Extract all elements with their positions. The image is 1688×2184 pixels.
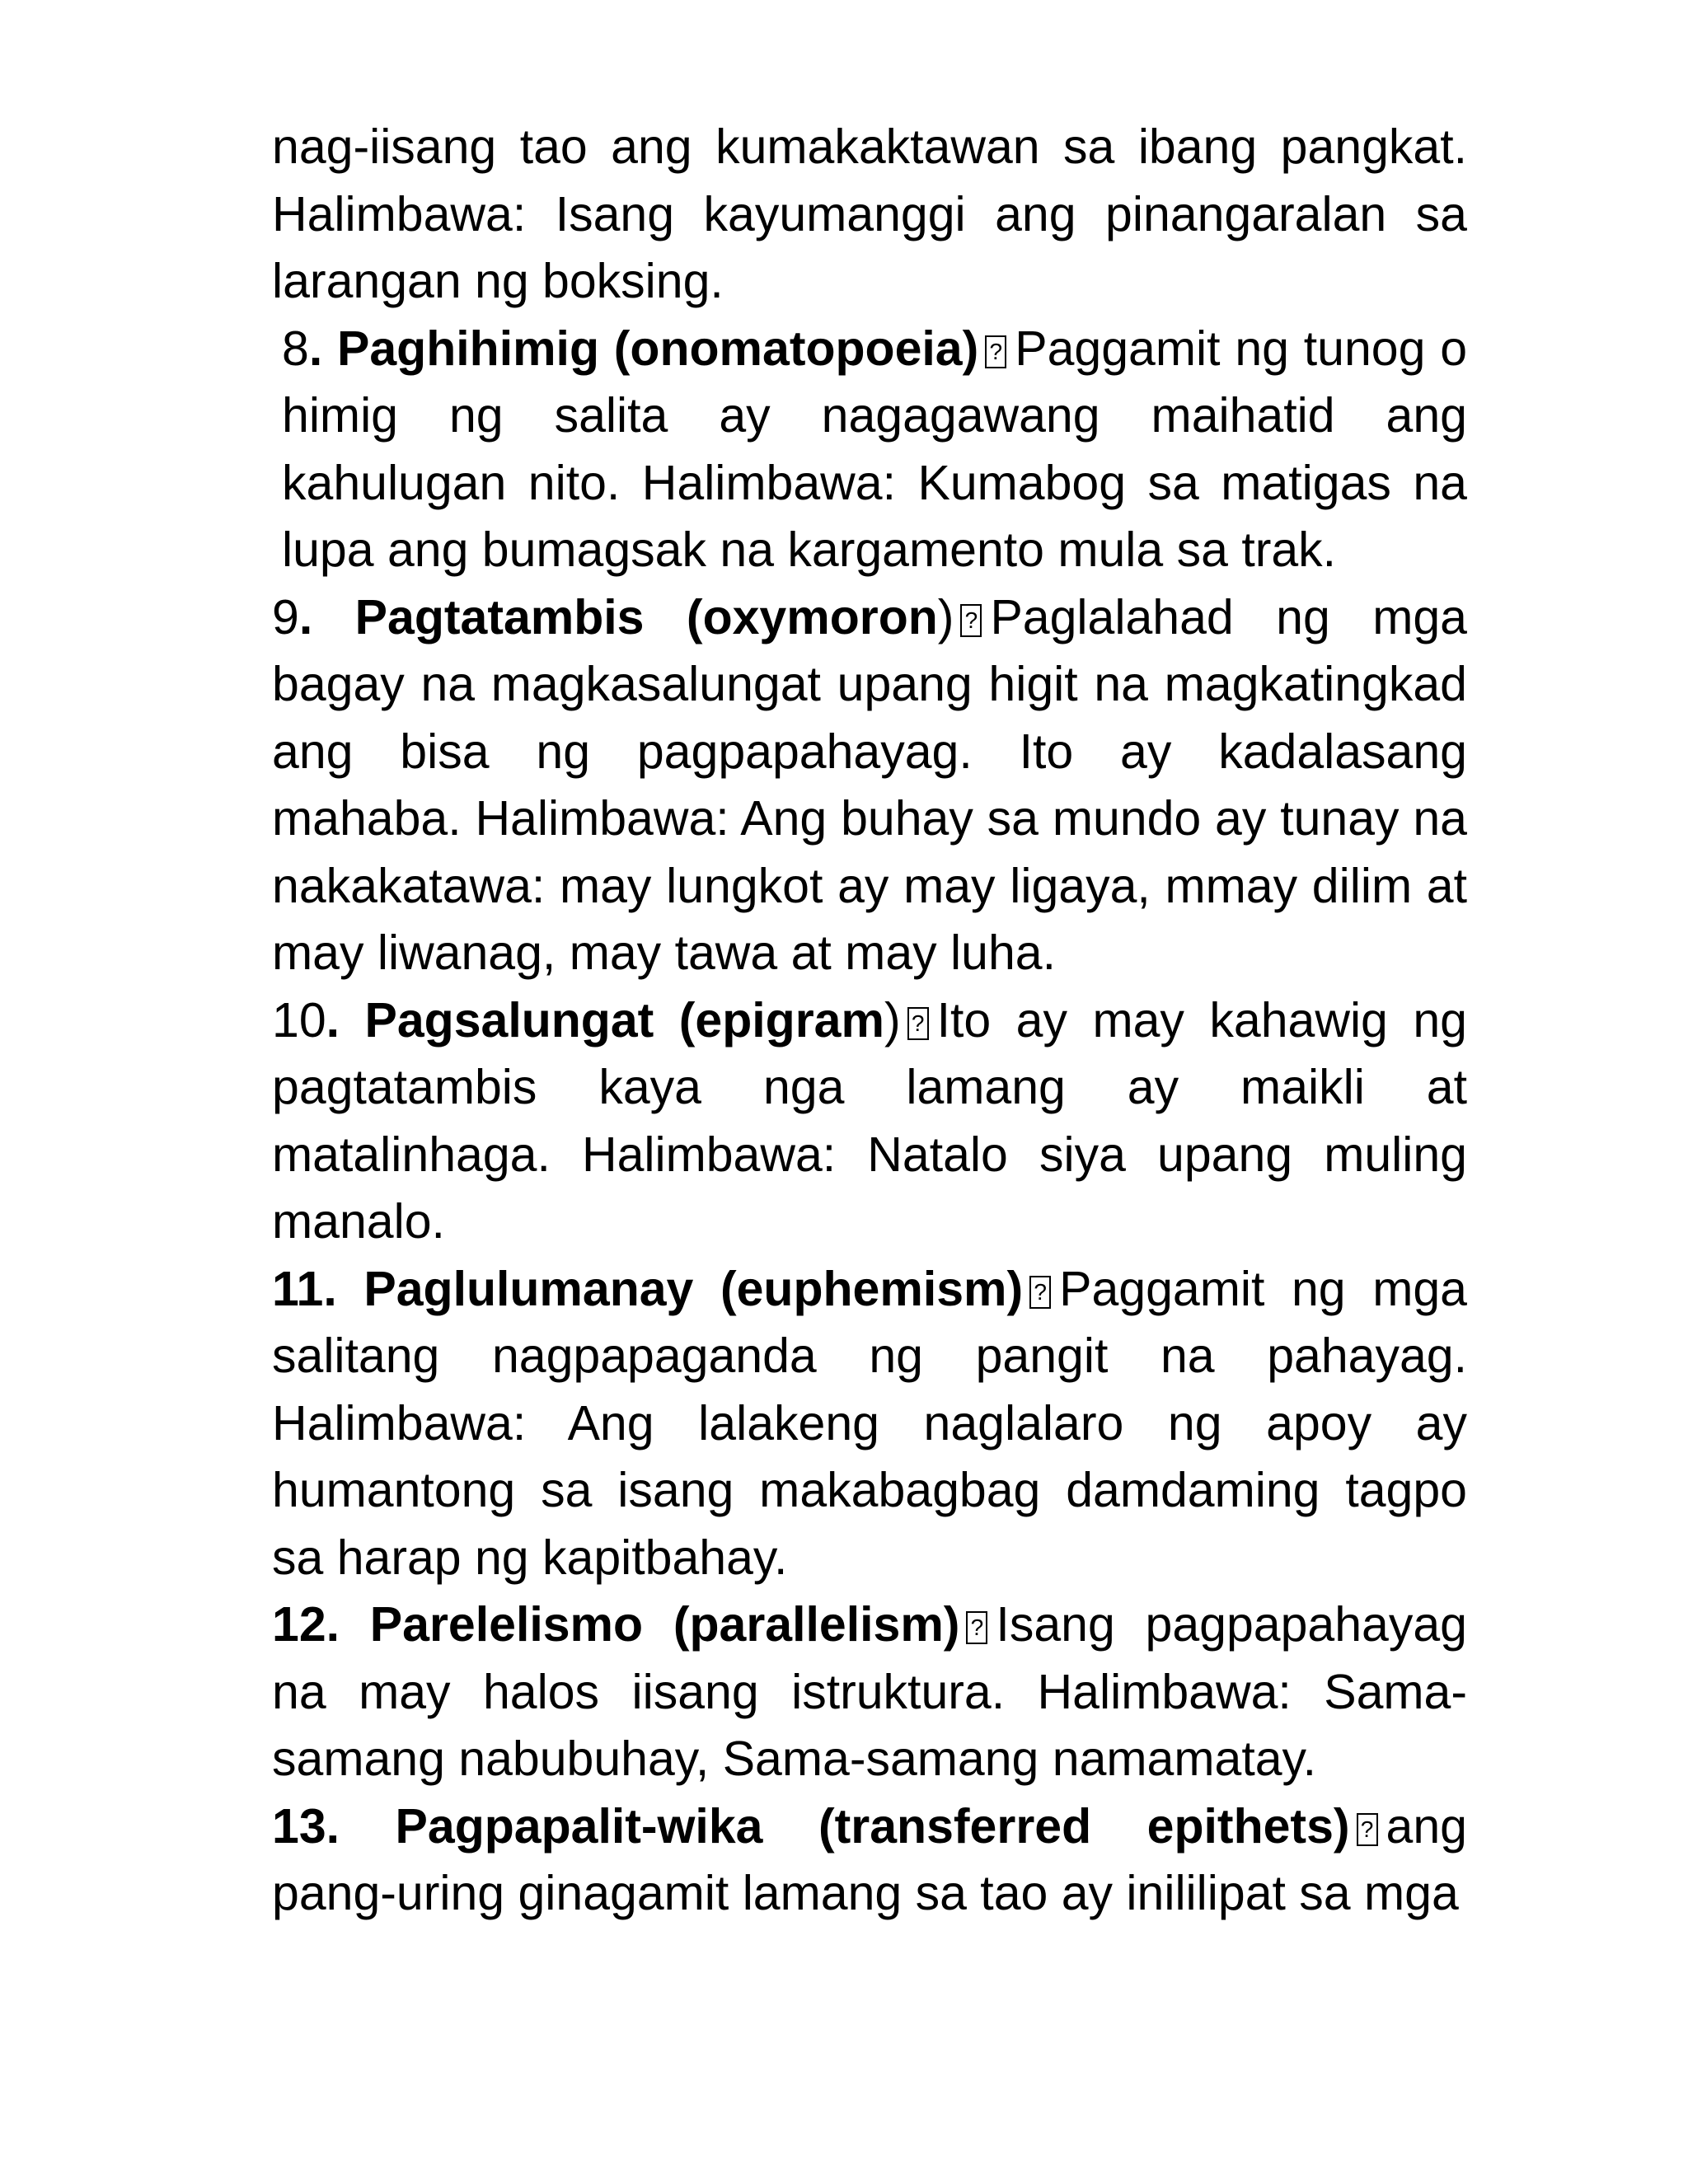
item-definition: Paglalahad ng mga bagay na magkasalungat upang higit na magkatingkad ang bisa ng pagpapahayag. Ito ay kadalasang mahaba. Halimbawa: Ang buhay sa mundo ay tunay na nakakatawa: may lungkot ay may ligaya, mmay dilim at may liwanag, may tawa at may luha. [272, 589, 1467, 980]
item-term: . Pagtatambis (oxymoron [298, 589, 938, 644]
missing-glyph-icon [985, 335, 1006, 368]
item-number: 8 [282, 321, 309, 376]
item-definition: Ito ay may kahawig ng pagtatambis kaya nga lamang ay maikli at matalinhaga. Halimbawa: Natalo siya upang muling manalo. [272, 992, 1467, 1249]
document-page [272, 114, 1467, 1928]
item-term-close: ) [937, 589, 954, 644]
item-term-close: ) [884, 992, 901, 1047]
missing-glyph-icon [907, 1007, 929, 1040]
missing-glyph-icon [1029, 1276, 1051, 1309]
item-number: 9 [272, 589, 299, 644]
paragraph-item-12 [272, 1591, 1467, 1793]
paragraph-continuation [272, 114, 1467, 316]
item-definition: Paggamit ng tunog o himig ng salita ay nagagawang maihatid ang kahulugan nito. Halimbawa: Kumabog sa matigas na lupa ang bumagsak na kargamento mula sa trak. [282, 321, 1468, 577]
paragraph-item-8 [272, 316, 1467, 584]
paragraph-item-9 [272, 584, 1467, 987]
item-number: 10 [272, 992, 326, 1047]
item-term: 12. Parelelismo (parallelism) [272, 1597, 960, 1652]
item-definition: ang pang-uring ginagamit lamang sa tao ay inililipat sa mga [272, 1798, 1467, 1920]
item-definition: Isang pagpapahayag na may halos iisang istruktura. Halimbawa: Sama-samang nabubuhay, Sama-samang namamatay. [272, 1597, 1467, 1786]
missing-glyph-icon [966, 1611, 987, 1644]
item-term: 11. Paglulumanay (euphemism) [272, 1261, 1024, 1316]
item-term: 13. Pagpapalit-wika (transferred epithets) [272, 1798, 1350, 1854]
paragraph-item-13 [272, 1793, 1467, 1928]
item-term: . Pagsalungat (epigram [326, 992, 884, 1047]
missing-glyph-icon [960, 604, 982, 637]
missing-glyph-icon [1357, 1813, 1378, 1846]
paragraph-item-11 [272, 1256, 1467, 1592]
item-definition: Paggamit ng mga salitang nagpapaganda ng pangit na pahayag. Halimbawa: Ang lalakeng naglalaro ng apoy ay humantong sa isang makabagbag damdaming tagpo sa harap ng kapitbahay. [272, 1261, 1467, 1585]
paragraph-item-10 [272, 987, 1467, 1256]
item-term: . Paghihimig (onomatopoeia) [308, 321, 979, 376]
continuation-text: nag-iisang tao ang kumakaktawan sa ibang pangkat. Halimbawa: Isang kayumanggi ang pinangaralan sa larangan ng boksing. [272, 120, 1467, 308]
